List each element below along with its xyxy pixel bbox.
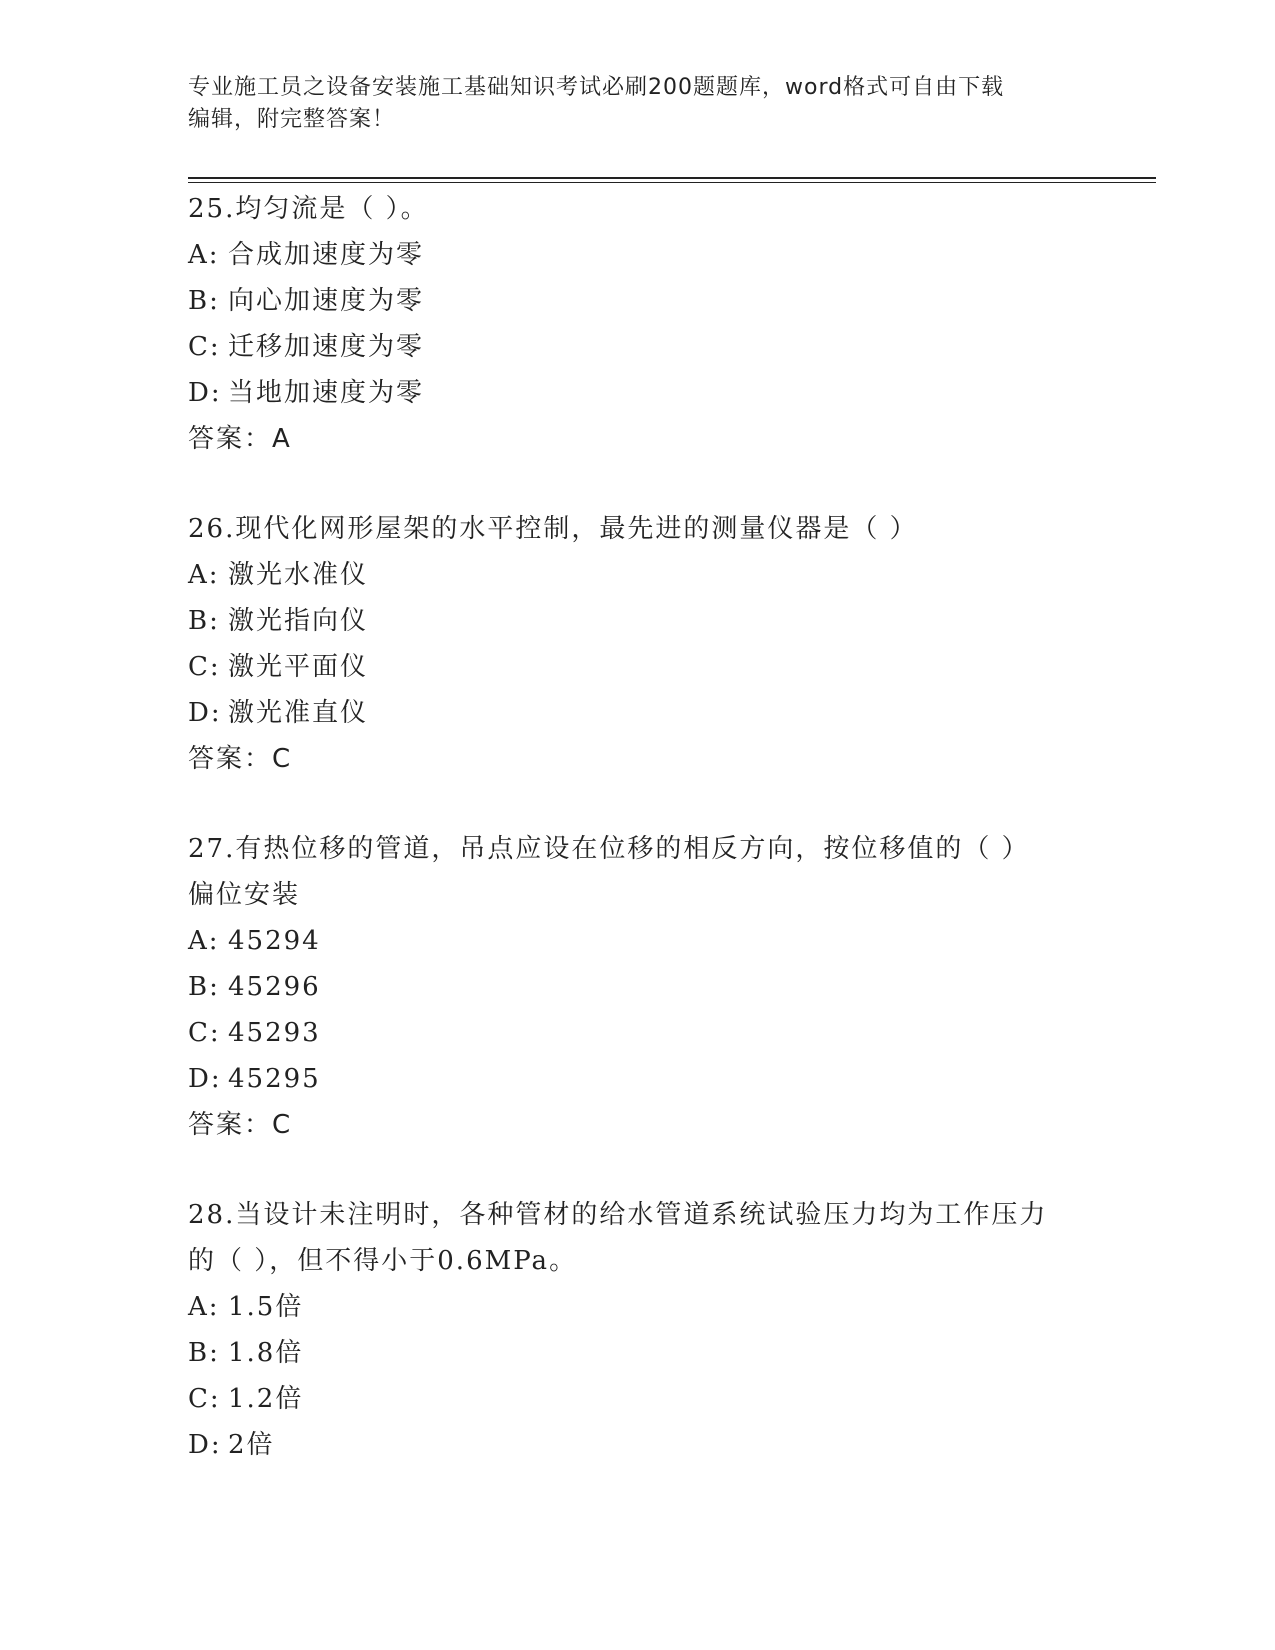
option-letter: C: bbox=[188, 1018, 221, 1048]
question-text: 27.有热位移的管道，吊点应设在位移的相反方向，按位移值的（ ） bbox=[188, 834, 1030, 864]
question-block bbox=[188, 506, 1088, 782]
option-text: 1.8倍 bbox=[228, 1338, 304, 1368]
option-text: 激光指向仪 bbox=[228, 606, 369, 636]
option-b bbox=[188, 964, 1088, 1010]
option-text: 45296 bbox=[228, 972, 321, 1002]
option-d bbox=[188, 690, 1088, 736]
header-line-1: 专业施工员之设备安装施工基础知识考试必刷200题题库，word格式可自由下载 bbox=[188, 75, 1005, 100]
option-text: 激光水准仪 bbox=[228, 560, 369, 590]
answer-line: 答案：A bbox=[188, 424, 292, 454]
option-letter: D: bbox=[188, 1430, 222, 1460]
option-text: 1.5倍 bbox=[228, 1292, 304, 1322]
option-letter: A: bbox=[188, 926, 220, 956]
option-b bbox=[188, 278, 1088, 324]
question-list bbox=[188, 186, 1088, 1468]
option-text: 45294 bbox=[228, 926, 321, 956]
question-text: 26.现代化网形屋架的水平控制，最先进的测量仪器是（ ） bbox=[188, 514, 918, 544]
question-spacer bbox=[188, 1148, 1088, 1192]
question-text: 25.均匀流是（ ）。 bbox=[188, 194, 429, 224]
answer-line: 答案：C bbox=[188, 1110, 293, 1140]
option-letter: B: bbox=[188, 286, 220, 316]
option-text: 迁移加速度为零 bbox=[228, 332, 425, 362]
option-d bbox=[188, 1422, 1088, 1468]
option-letter: B: bbox=[188, 972, 220, 1002]
option-text: 合成加速度为零 bbox=[228, 240, 425, 270]
option-b bbox=[188, 598, 1088, 644]
answer-line: 答案：C bbox=[188, 744, 293, 774]
option-text: 45295 bbox=[228, 1064, 321, 1094]
option-letter: B: bbox=[188, 606, 220, 636]
option-text: 2倍 bbox=[228, 1430, 275, 1460]
question-text-continued: 的（ ），但不得小于0.6MPa。 bbox=[188, 1246, 578, 1276]
question-block bbox=[188, 826, 1088, 1148]
question-block bbox=[188, 1192, 1088, 1468]
header-line-2: 编辑，附完整答案！ bbox=[188, 107, 396, 132]
question-text: 28.当设计未注明时，各种管材的给水管道系统试验压力均为工作压力 bbox=[188, 1200, 1048, 1230]
option-letter: C: bbox=[188, 652, 221, 682]
option-c bbox=[188, 324, 1088, 370]
option-b bbox=[188, 1330, 1088, 1376]
question-text-continued: 偏位安装 bbox=[188, 880, 301, 910]
header-divider-thick bbox=[188, 177, 1156, 179]
option-a bbox=[188, 1284, 1088, 1330]
option-a bbox=[188, 918, 1088, 964]
option-letter: D: bbox=[188, 698, 222, 728]
option-letter: C: bbox=[188, 1384, 221, 1414]
option-letter: B: bbox=[188, 1338, 220, 1368]
option-letter: A: bbox=[188, 1292, 220, 1322]
option-text: 激光准直仪 bbox=[228, 698, 369, 728]
question-spacer bbox=[188, 782, 1088, 826]
option-text: 45293 bbox=[228, 1018, 321, 1048]
option-a bbox=[188, 552, 1088, 598]
option-text: 向心加速度为零 bbox=[228, 286, 425, 316]
option-c bbox=[188, 1376, 1088, 1422]
option-letter: C: bbox=[188, 332, 221, 362]
question-spacer bbox=[188, 462, 1088, 506]
option-text: 激光平面仪 bbox=[228, 652, 369, 682]
option-c bbox=[188, 1010, 1088, 1056]
option-letter: A: bbox=[188, 240, 220, 270]
option-c bbox=[188, 644, 1088, 690]
document-header bbox=[188, 72, 1088, 136]
option-a bbox=[188, 232, 1088, 278]
option-d bbox=[188, 370, 1088, 416]
option-letter: D: bbox=[188, 378, 222, 408]
option-text: 当地加速度为零 bbox=[228, 378, 425, 408]
option-letter: D: bbox=[188, 1064, 222, 1094]
question-block bbox=[188, 186, 1088, 462]
header-divider-thin bbox=[188, 182, 1156, 183]
option-d bbox=[188, 1056, 1088, 1102]
option-text: 1.2倍 bbox=[228, 1384, 304, 1414]
option-letter: A: bbox=[188, 560, 220, 590]
